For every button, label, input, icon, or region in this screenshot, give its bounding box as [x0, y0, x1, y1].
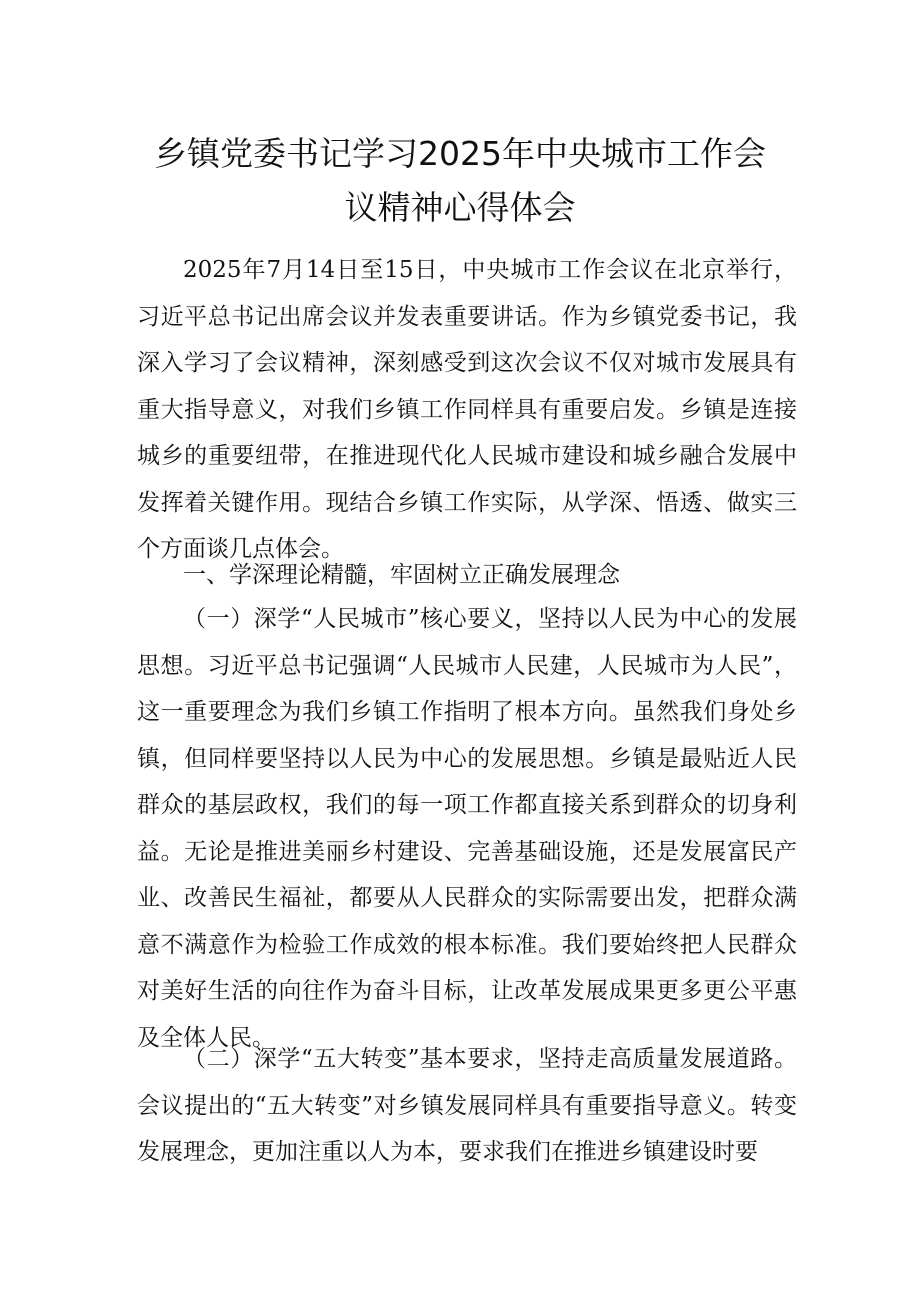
subsection-2-paragraph: （二）深学“五大转变”基本要求，坚持走高质量发展道路。会议提出的“五大转变”对乡镇发展同样具有重要指导意义。转变发展理念，更加注重以人为本，要求我们在推进乡镇建设时要 — [137, 1046, 797, 1165]
document-title-line-2: 议精神心得体会 — [344, 188, 576, 227]
section-1-heading: 一、学深理论精髓，牢固树立正确发展理念 — [183, 562, 620, 588]
subsection-1-paragraph: （一）深学“人民城市”核心要义，坚持以人民为中心的发展思想。习近平总书记强调“人民城市人民建，人民城市为人民”，这一重要理念为我们乡镇工作指明了根本方向。虽然我们身处乡镇，但同样要坚持以人民为中心的发展思想。乡镇是最贴近人民群众的基层政权，我们的每一项工作都直接关系到群众的切身利益。无论是推进美丽乡村建设、完善基础设施，还是发展富民产业、改善民生福祉，都要从人民群众的实际需要出发，把群众满意不满意作为检验工作成效的根本标准。我们要始终把人民群众对美好生活的向往作为奋斗目标，让改革发展成果更多更公平惠及全体人民。 — [137, 606, 797, 1051]
document-title-line-1: 乡镇党委书记学习2025年中央城市工作会 — [154, 134, 766, 173]
intro-paragraph: 2025年7月14日至15日，中央城市工作会议在北京举行，习近平总书记出席会议并发表重要讲话。作为乡镇党委书记，我深入学习了会议精神，深刻感受到这次会议不仅对城市发展具有重大指导意义，对我们乡镇工作同样具有重要启发。乡镇是连接城乡的重要纽带，在推进现代化人民城市建设和城乡融合发展中发挥着关键作用。现结合乡镇工作实际，从学深、悟透、做实三个方面谈几点体会。 — [137, 257, 797, 562]
